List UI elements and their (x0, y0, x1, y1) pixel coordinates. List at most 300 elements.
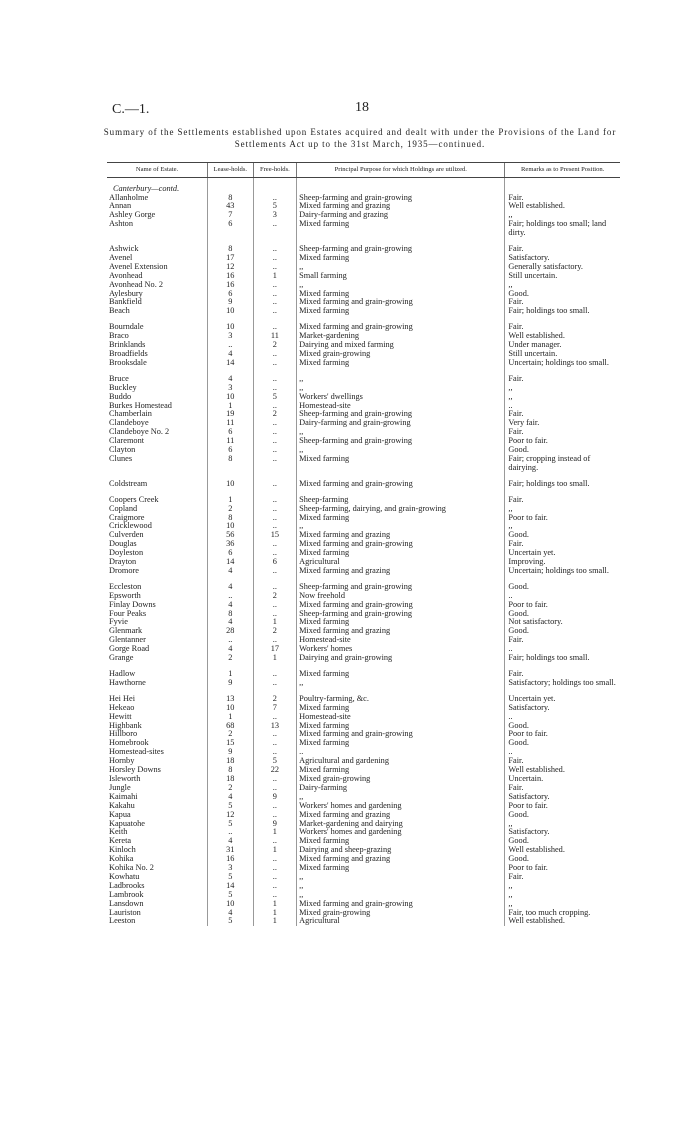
freeholds-value: 15 (253, 531, 297, 540)
purpose-value: Workers' homes and gardening (297, 802, 505, 811)
remarks-value: .. (505, 645, 620, 654)
table-row (107, 610, 620, 619)
purpose-value: Mixed farming (297, 307, 505, 316)
table-row (107, 713, 620, 722)
leaseholds-value: 10 (208, 323, 254, 332)
remarks-value: Well established. (505, 332, 620, 341)
freeholds-value: 17 (253, 645, 297, 654)
estate-name: Brinklands (109, 341, 146, 350)
purpose-value: Workers' homes (297, 645, 505, 654)
table-row (107, 802, 620, 811)
remarks-value: .. (505, 592, 620, 601)
table-title: Summary of the Settlements established upon Estates acquired and dealt with under the Provisions of the Land for Settlements Act up to the 31st March, 1935—continued. (103, 127, 617, 149)
table-row (107, 514, 620, 523)
purpose-value: Workers' dwellings (297, 393, 505, 402)
remarks-value: Fair. (505, 375, 620, 384)
leaseholds-value: 3 (208, 864, 254, 873)
purpose-value: Mixed farming and grazing (297, 202, 505, 211)
table-row (107, 522, 620, 531)
purpose-value: Mixed farming (297, 739, 505, 748)
remarks-value: Fair. (505, 540, 620, 549)
freeholds-value: 5 (253, 757, 297, 766)
freeholds-value: .. (253, 679, 297, 688)
freeholds-value: .. (253, 505, 297, 514)
table-row (107, 290, 620, 299)
leaseholds-value: 8 (208, 514, 254, 523)
freeholds-value: 1 (253, 654, 297, 663)
purpose-value: Mixed farming (297, 766, 505, 775)
spacer-row (107, 688, 620, 695)
column-header-name: Name of Estate. (107, 163, 208, 178)
estate-name: Four Peaks (109, 609, 147, 618)
spacer-row (107, 663, 620, 670)
estate-name: Kohika (109, 855, 134, 864)
leaseholds-value: 13 (208, 695, 254, 704)
leaseholds-value: 18 (208, 757, 254, 766)
estate-name: Avonhead No. 2 (109, 280, 163, 289)
freeholds-value: 9 (253, 820, 297, 829)
table-row (107, 402, 620, 411)
remarks-value: Poor to fair. (505, 802, 620, 811)
remarks-value: Poor to fair. (505, 437, 620, 446)
estate-name: Clayton (109, 446, 136, 455)
purpose-value: Mixed farming and grain-growing (297, 730, 505, 739)
table-row (107, 820, 620, 829)
remarks-value: Uncertain yet. (505, 695, 620, 704)
estate-name: Doyleston (109, 549, 144, 558)
leaseholds-value: 10 (208, 480, 254, 489)
estate-name: Jungle (109, 783, 131, 792)
purpose-value: ,, (297, 263, 505, 272)
freeholds-value: .. (253, 263, 297, 272)
spacer-row (107, 238, 620, 245)
leaseholds-value: 4 (208, 375, 254, 384)
freeholds-value: .. (253, 567, 297, 576)
freeholds-value: .. (253, 739, 297, 748)
estate-name: Finlay Downs (109, 600, 156, 609)
estate-name: Homestead-sites (109, 748, 164, 757)
table-row (107, 846, 620, 855)
table-row (107, 873, 620, 882)
estate-name: Ashwick (109, 245, 139, 254)
table-row (107, 654, 620, 663)
table-row (107, 837, 620, 846)
estate-name: Eccleston (109, 582, 142, 591)
leaseholds-value: 14 (208, 882, 254, 891)
estate-name: Ashley Gorge (109, 211, 156, 220)
remarks-value: Fair, too much cropping. (505, 909, 620, 918)
freeholds-value: .. (253, 775, 297, 784)
estate-name: Lauriston (109, 908, 141, 917)
table-row (107, 359, 620, 368)
leaseholds-value: 56 (208, 531, 254, 540)
estate-name: Kohika No. 2 (109, 864, 154, 873)
remarks-value: .. (505, 713, 620, 722)
estate-name: Hewitt (109, 712, 132, 721)
purpose-value: Mixed farming (297, 549, 505, 558)
freeholds-value: .. (253, 522, 297, 531)
freeholds-value: 22 (253, 766, 297, 775)
freeholds-value: .. (253, 748, 297, 757)
estate-name: Kapua (109, 810, 131, 819)
leaseholds-value: 8 (208, 610, 254, 619)
freeholds-value: .. (253, 713, 297, 722)
table-row (107, 437, 620, 446)
leaseholds-value: 11 (208, 419, 254, 428)
spacer-row (107, 368, 620, 375)
leaseholds-value: 8 (208, 245, 254, 254)
table-row (107, 882, 620, 891)
purpose-value: Market-gardening and dairying (297, 820, 505, 829)
freeholds-value: .. (253, 636, 297, 645)
estate-name: Hadlow (109, 670, 136, 678)
estate-name: Beach (109, 307, 130, 316)
table-row (107, 480, 620, 489)
remarks-value: ,, (505, 211, 620, 220)
table-row (107, 775, 620, 784)
remarks-value: Fair. (505, 245, 620, 254)
freeholds-value: .. (253, 446, 297, 455)
remarks-value: Fair. (505, 410, 620, 419)
purpose-value: Agricultural and gardening (297, 757, 505, 766)
leaseholds-value: 15 (208, 739, 254, 748)
estate-name: Kowhatu (109, 872, 140, 881)
estate-name: Ashton (109, 220, 133, 229)
purpose-value: Mixed farming (297, 864, 505, 873)
leaseholds-value: 10 (208, 522, 254, 531)
leaseholds-value: 10 (208, 900, 254, 909)
remarks-value: Fair; holdings too small; land dirty. (505, 220, 620, 238)
estate-name: Hornby (109, 757, 135, 766)
leaseholds-value: 9 (208, 748, 254, 757)
freeholds-value: .. (253, 802, 297, 811)
freeholds-value: .. (253, 245, 297, 254)
purpose-value: Mixed farming (297, 514, 505, 523)
remarks-value: Good. (505, 583, 620, 592)
remarks-value: Poor to fair. (505, 864, 620, 873)
leaseholds-value: 28 (208, 627, 254, 636)
table-row (107, 558, 620, 567)
estate-name: Lansdown (109, 899, 144, 908)
table-row (107, 722, 620, 731)
purpose-value: Sheep-farming and grain-growing (297, 583, 505, 592)
estate-name: Kakahu (109, 801, 135, 810)
estate-name: Isleworth (109, 774, 141, 783)
table-row (107, 855, 620, 864)
table-row (107, 428, 620, 437)
freeholds-value: .. (253, 298, 297, 307)
purpose-value: Sheep-farming and grain-growing (297, 245, 505, 254)
leaseholds-value: 8 (208, 455, 254, 473)
estate-name: Hillboro (109, 730, 138, 739)
leaseholds-value: 4 (208, 350, 254, 359)
table-row (107, 505, 620, 514)
purpose-value: Market-gardening (297, 332, 505, 341)
freeholds-value: .. (253, 496, 297, 505)
spacer-row (107, 489, 620, 496)
freeholds-value: 3 (253, 211, 297, 220)
freeholds-value: 6 (253, 558, 297, 567)
table-row (107, 393, 620, 402)
freeholds-value: .. (253, 864, 297, 873)
table-row (107, 704, 620, 713)
table-row (107, 446, 620, 455)
estate-name: Allanholme (109, 193, 149, 202)
estate-name: Lambrook (109, 890, 144, 899)
purpose-value: Mixed farming (297, 722, 505, 731)
remarks-value: Good. (505, 446, 620, 455)
estate-name: Homebrook (109, 739, 149, 748)
remarks-value: Satisfactory. (505, 254, 620, 263)
estate-name: Buddo (109, 392, 132, 401)
purpose-value: Agricultural (297, 917, 505, 926)
spacer-row (107, 576, 620, 583)
leaseholds-value: 5 (208, 891, 254, 900)
estate-name: Kaimahi (109, 792, 138, 801)
table-row (107, 900, 620, 909)
purpose-value: Mixed farming and grain-growing (297, 540, 505, 549)
leaseholds-value: 6 (208, 446, 254, 455)
table-body (107, 177, 620, 926)
estate-name: Burkes Homestead (109, 401, 172, 410)
table-row (107, 828, 620, 837)
freeholds-value: 7 (253, 704, 297, 713)
remarks-value: Satisfactory. (505, 793, 620, 802)
leaseholds-value: 6 (208, 428, 254, 437)
freeholds-value: .. (253, 873, 297, 882)
remarks-value: Fair; holdings too small. (505, 654, 620, 663)
leaseholds-value: 10 (208, 393, 254, 402)
freeholds-value: .. (253, 855, 297, 864)
table-row (107, 909, 620, 918)
purpose-value: ,, (297, 891, 505, 900)
estate-name: Horsley Downs (109, 766, 161, 775)
leaseholds-value: 2 (208, 654, 254, 663)
purpose-value: ,, (297, 281, 505, 290)
estate-name: Annan (109, 202, 132, 211)
remarks-value: Fair. (505, 323, 620, 332)
remarks-value: Good. (505, 811, 620, 820)
document-reference: C.—1. (112, 102, 150, 117)
purpose-value: Mixed farming (297, 220, 505, 238)
remarks-value: Still uncertain. (505, 272, 620, 281)
freeholds-value: .. (253, 307, 297, 316)
remarks-value: Uncertain yet. (505, 549, 620, 558)
leaseholds-value: 5 (208, 917, 254, 926)
purpose-value: Mixed farming (297, 837, 505, 846)
leaseholds-value: 4 (208, 601, 254, 610)
freeholds-value: .. (253, 419, 297, 428)
purpose-value: Small farming (297, 272, 505, 281)
table-row (107, 341, 620, 350)
leaseholds-value: .. (208, 828, 254, 837)
leaseholds-value: 4 (208, 837, 254, 846)
estate-name: Grange (109, 654, 134, 663)
leaseholds-value: 6 (208, 549, 254, 558)
remarks-value: Fair. (505, 298, 620, 307)
leaseholds-value: 1 (208, 402, 254, 411)
estate-name: Clandeboye No. 2 (109, 428, 170, 437)
table-row (107, 917, 620, 926)
estate-name: Braco (109, 332, 129, 341)
leaseholds-value: 4 (208, 618, 254, 627)
leaseholds-value: 2 (208, 730, 254, 739)
freeholds-value: .. (253, 730, 297, 739)
estate-name: Hawthorne (109, 678, 146, 687)
purpose-value: Homestead-site (297, 636, 505, 645)
estate-name: Gorge Road (109, 645, 150, 654)
purpose-value: Homestead-site (297, 713, 505, 722)
leaseholds-value: 4 (208, 909, 254, 918)
leaseholds-value: 5 (208, 802, 254, 811)
column-header-remarks: Remarks as to Present Position. (505, 163, 620, 178)
estate-name: Bourndale (109, 323, 144, 332)
remarks-value: Good. (505, 837, 620, 846)
table-row (107, 583, 620, 592)
remarks-value: Fair; holdings too small. (505, 480, 620, 489)
freeholds-value: .. (253, 549, 297, 558)
estate-name: Highbank (109, 721, 142, 730)
freeholds-value: .. (253, 220, 297, 238)
purpose-value: Mixed farming (297, 704, 505, 713)
table-row (107, 670, 620, 679)
estate-name: Aylesbury (109, 289, 143, 298)
freeholds-value: .. (253, 891, 297, 900)
remarks-value: Satisfactory. (505, 828, 620, 837)
remarks-value: Improving. (505, 558, 620, 567)
column-header-leaseholds: Lease-holds. (208, 163, 254, 178)
leaseholds-value: 16 (208, 855, 254, 864)
table-row (107, 540, 620, 549)
estate-name: Chamberlain (109, 410, 152, 419)
spacer-row (107, 473, 620, 480)
estate-name: Drayton (109, 558, 137, 567)
purpose-value: Mixed farming (297, 618, 505, 627)
estate-name: Douglas (109, 540, 137, 549)
table-row (107, 601, 620, 610)
remarks-value: ,, (505, 281, 620, 290)
purpose-value: Sheep-farming and grain-growing (297, 437, 505, 446)
leaseholds-value: 4 (208, 793, 254, 802)
leaseholds-value: 6 (208, 290, 254, 299)
purpose-value: ,, (297, 679, 505, 688)
purpose-value: Mixed farming and grazing (297, 855, 505, 864)
estate-name: Craigmore (109, 513, 145, 522)
freeholds-value: .. (253, 254, 297, 263)
leaseholds-value: 10 (208, 307, 254, 316)
freeholds-value: 2 (253, 627, 297, 636)
remarks-value: Fair. (505, 496, 620, 505)
table-row (107, 211, 620, 220)
estate-name: Copland (109, 504, 138, 513)
table-row (107, 645, 620, 654)
purpose-value: Sheep-farming and grain-growing (297, 610, 505, 619)
purpose-value: Mixed farming and grain-growing (297, 601, 505, 610)
leaseholds-value: 19 (208, 410, 254, 419)
estate-name: Glenmark (109, 627, 143, 636)
estate-name: Glentanner (109, 636, 146, 645)
estate-name: Avenel (109, 253, 133, 262)
estate-name: Fyvie (109, 618, 128, 627)
purpose-value: Mixed grain-growing (297, 350, 505, 359)
remarks-value: ,, (505, 891, 620, 900)
purpose-value: Sheep-farming and grain-growing (297, 194, 505, 203)
freeholds-value: 1 (253, 846, 297, 855)
purpose-value: ,, (297, 522, 505, 531)
freeholds-value: .. (253, 670, 297, 679)
estate-name: Avonhead (109, 271, 143, 280)
freeholds-value: .. (253, 290, 297, 299)
remarks-value: Good. (505, 290, 620, 299)
purpose-value: Mixed farming and grain-growing (297, 480, 505, 489)
estate-name: Clunes (109, 454, 133, 463)
leaseholds-value: 2 (208, 505, 254, 514)
freeholds-value: .. (253, 480, 297, 489)
purpose-value: Now freehold (297, 592, 505, 601)
remarks-value: Not satisfactory. (505, 618, 620, 627)
purpose-value: Mixed farming (297, 670, 505, 679)
freeholds-value: .. (253, 375, 297, 384)
table-row (107, 531, 620, 540)
remarks-value: .. (505, 402, 620, 411)
table-row (107, 323, 620, 332)
table-row (107, 811, 620, 820)
freeholds-value: 2 (253, 410, 297, 419)
table-row (107, 784, 620, 793)
table-row (107, 748, 620, 757)
freeholds-value: .. (253, 811, 297, 820)
freeholds-value: 5 (253, 202, 297, 211)
freeholds-value: .. (253, 194, 297, 203)
leaseholds-value: 16 (208, 272, 254, 281)
leaseholds-value: 7 (208, 211, 254, 220)
freeholds-value: .. (253, 514, 297, 523)
leaseholds-value: 8 (208, 766, 254, 775)
remarks-value: Satisfactory; holdings too small. (505, 679, 620, 688)
purpose-value: Mixed farming and grazing (297, 531, 505, 540)
leaseholds-value: 1 (208, 713, 254, 722)
remarks-value: Poor to fair. (505, 601, 620, 610)
table-row (107, 272, 620, 281)
remarks-value: Uncertain; holdings too small. (505, 359, 620, 368)
remarks-value: Satisfactory. (505, 704, 620, 713)
table-row (107, 757, 620, 766)
remarks-value: ,, (505, 384, 620, 393)
purpose-value: Mixed farming and grain-growing (297, 323, 505, 332)
remarks-value: ,, (505, 522, 620, 531)
freeholds-value: 9 (253, 793, 297, 802)
remarks-value: ,, (505, 393, 620, 402)
remarks-value: ,, (505, 505, 620, 514)
freeholds-value: .. (253, 455, 297, 473)
purpose-value: Mixed farming (297, 290, 505, 299)
table-row (107, 627, 620, 636)
estate-name: Keith (109, 828, 128, 837)
leaseholds-value: .. (208, 592, 254, 601)
estate-name: Broadfields (109, 350, 148, 358)
purpose-value: Mixed grain-growing (297, 775, 505, 784)
purpose-value: Homestead-site (297, 402, 505, 411)
freeholds-value: 5 (253, 393, 297, 402)
freeholds-value: .. (253, 882, 297, 891)
freeholds-value: .. (253, 837, 297, 846)
freeholds-value: 1 (253, 900, 297, 909)
page-number: 18 (355, 100, 369, 115)
remarks-value: Uncertain; holdings too small. (505, 567, 620, 576)
purpose-value: Sheep-farming and grain-growing (297, 410, 505, 419)
section-heading: Canterbury—contd. (113, 184, 180, 193)
table-row (107, 419, 620, 428)
